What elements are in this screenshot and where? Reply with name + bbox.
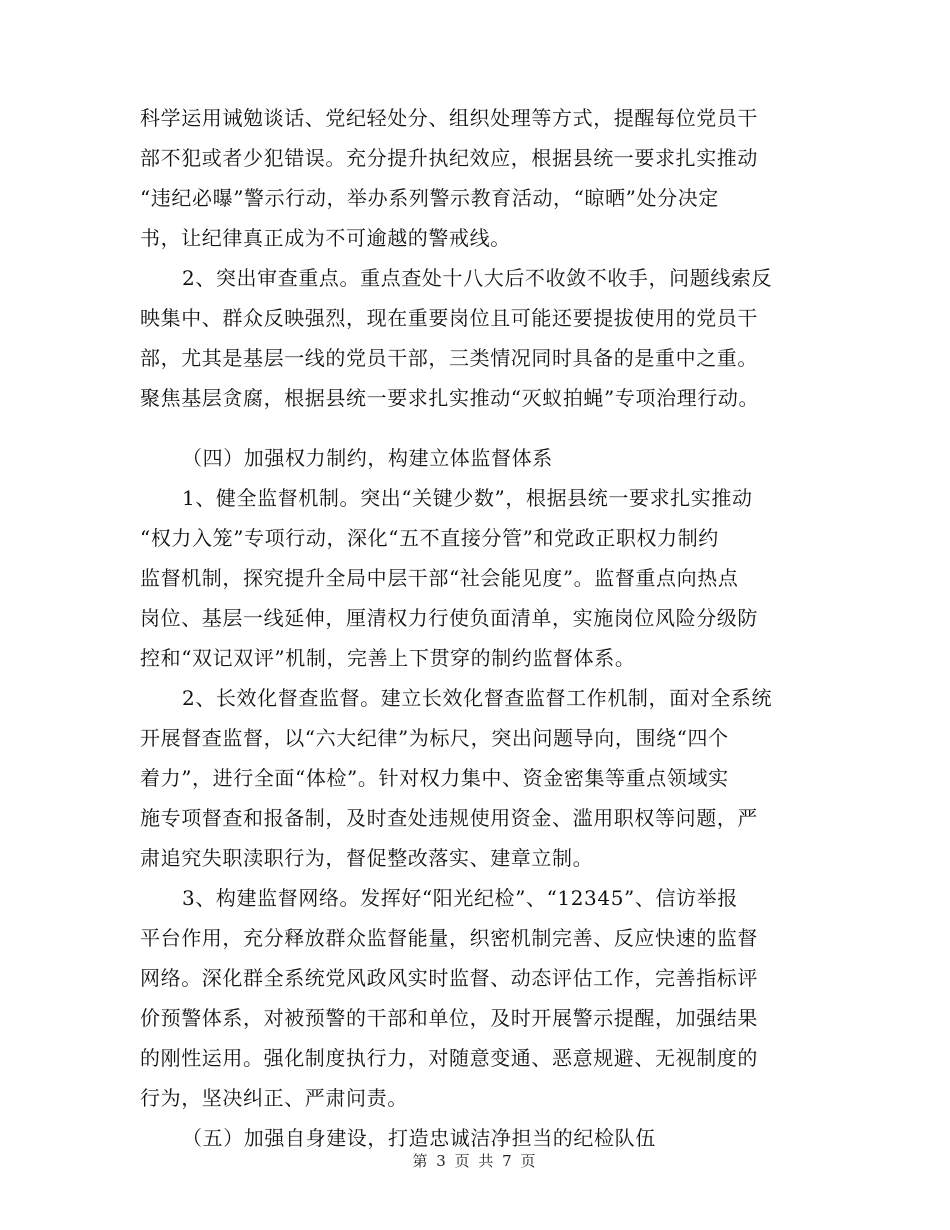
body-line: “违纪必曝”警示行动，举办系列警示教育活动，“晾晒”处分决定 (140, 186, 719, 210)
page-number-footer: 第 3 页 共 7 页 (412, 1152, 538, 1170)
body-line: 部，尤其是基层一线的党员干部，三类情况同时具备的是重中之重。 (140, 346, 758, 370)
body-line: 岗位、基层一线延伸，厘清权力行使负面清单，实施岗位风险分级防 (140, 606, 758, 630)
body-line: 控和“双记双评”机制，完善上下贯穿的制约监督体系。 (140, 646, 636, 670)
body-line: 平台作用，充分释放群众监督能量，织密机制完善、反应快速的监督 (140, 926, 758, 950)
body-line: 2、突出审查重点。重点查处十八大后不收敛不收手，问题线索反 (182, 266, 773, 290)
body-line: 聚焦基层贪腐，根据县统一要求扎实推动“灭蚁拍蝇”专项治理行动。 (140, 386, 760, 410)
body-line: 映集中、群众反映强烈，现在重要岗位且可能还要提拔使用的党员干 (140, 306, 758, 330)
body-line: 科学运用诫勉谈话、党纪轻处分、组织处理等方式，提醒每位党员干 (140, 106, 758, 130)
body-line: 施专项督查和报备制，及时查处违规使用资金、滥用职权等问题，严 (140, 806, 758, 830)
section-heading: （五）加强自身建设，打造忠诚洁净担当的纪检队伍 (182, 1126, 656, 1150)
body-line: 肃追究失职渎职行为，督促整改落实、建章立制。 (140, 846, 594, 870)
body-line: “权力入笼”专项行动，深化“五不直接分管”和党政正职权力制约 (140, 526, 719, 550)
body-line: 监督机制，探究提升全局中层干部“社会能见度”。监督重点向热点 (140, 566, 739, 590)
body-line: 部不犯或者少犯错误。充分提升执纪效应，根据县统一要求扎实推动 (140, 146, 758, 170)
body-line: 书，让纪律真正成为不可逾越的警戒线。 (140, 226, 511, 250)
body-line: 着力”，进行全面“体检”。针对权力集中、资金密集等重点领域实 (140, 766, 729, 790)
body-line: 行为，坚决纠正、严肃问责。 (140, 1086, 408, 1110)
body-line: 价预警体系，对被预警的干部和单位，及时开展警示提醒，加强结果 (140, 1006, 758, 1030)
section-heading: （四）加强权力制约，构建立体监督体系 (182, 446, 553, 470)
body-line: 3、构建监督网络。发挥好“阳光纪检”、“12345”、信访举报 (182, 886, 738, 910)
body-line: 的刚性运用。强化制度执行力，对随意变通、恶意规避、无视制度的 (140, 1046, 758, 1070)
body-line: 2、长效化督查监督。建立长效化督查监督工作机制，面对全系统 (182, 686, 773, 710)
body-line: 开展督查监督，以“六大纪律”为标尺，突出问题导向，围绕“四个 (140, 726, 729, 750)
body-line: 1、健全监督机制。突出“关键少数”，根据县统一要求扎实推动 (182, 486, 753, 510)
body-line: 网络。深化群全系统党风政风实时监督、动态评估工作，完善指标评 (140, 966, 758, 990)
